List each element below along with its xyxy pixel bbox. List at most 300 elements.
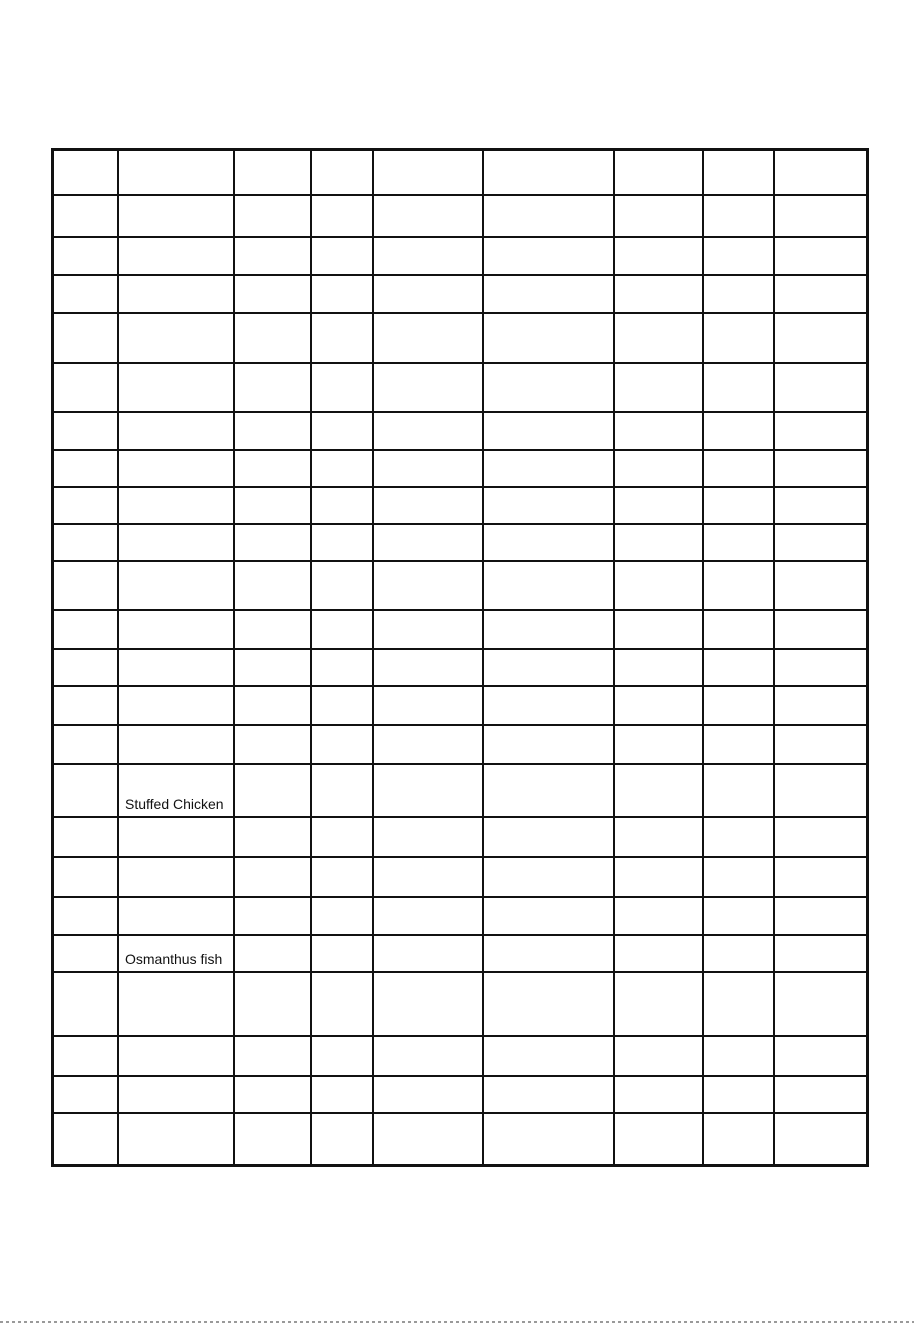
- table-cell: [54, 817, 118, 857]
- cell-text: [125, 1108, 233, 1112]
- table-cell: [54, 363, 118, 412]
- table-cell: [373, 151, 483, 195]
- cell-text: [621, 445, 702, 449]
- cell-text: [60, 232, 117, 236]
- table-cell: [118, 237, 234, 275]
- table-cell: [54, 412, 118, 450]
- table-cell: [234, 897, 311, 935]
- cell-text: [710, 407, 773, 411]
- cell-text: [710, 556, 773, 560]
- table-row: [54, 313, 866, 363]
- table-cell: [483, 817, 614, 857]
- cell-text: [490, 1161, 613, 1165]
- cell-text: [621, 556, 702, 560]
- cell-text: [781, 308, 866, 312]
- cell-text: [380, 358, 482, 362]
- table-row: [54, 764, 866, 817]
- cell-text: [621, 1108, 702, 1112]
- table-cell: [234, 275, 311, 313]
- cell-text: [781, 681, 866, 685]
- table-cell: [234, 972, 311, 1036]
- table-cell: [614, 857, 703, 897]
- table-cell: [311, 1076, 373, 1113]
- cell-text: [380, 681, 482, 685]
- table-cell: [703, 935, 774, 972]
- cell-text: [60, 482, 117, 486]
- table-cell: [483, 1076, 614, 1113]
- cell-text: [490, 1071, 613, 1075]
- table-cell: [234, 1076, 311, 1113]
- cell-text: [781, 1071, 866, 1075]
- table-cell: [311, 561, 373, 610]
- table-cell: [703, 649, 774, 686]
- cell-text: [710, 1161, 773, 1165]
- table-cell: [614, 610, 703, 649]
- table-cell: [54, 1036, 118, 1076]
- cell-text: [490, 1108, 613, 1112]
- table-cell: [234, 561, 311, 610]
- cell-text: [781, 407, 866, 411]
- cell-text: [380, 812, 482, 816]
- cell-text: [380, 270, 482, 274]
- cell-text: [125, 1071, 233, 1075]
- cell-text: [710, 812, 773, 816]
- cell-text: [710, 308, 773, 312]
- table-cell: [54, 1113, 118, 1165]
- table-cell: [614, 817, 703, 857]
- cell-text: [781, 232, 866, 236]
- cell-text: [60, 407, 117, 411]
- cell-text: [490, 759, 613, 763]
- table-cell: [483, 1036, 614, 1076]
- table-row: [54, 1076, 866, 1113]
- cell-text: [60, 1031, 117, 1035]
- table-cell: [234, 725, 311, 764]
- cell-text: [318, 681, 372, 685]
- table-cell: [703, 1076, 774, 1113]
- cell-text: [781, 482, 866, 486]
- cell-text: [318, 358, 372, 362]
- table-row: [54, 1113, 866, 1165]
- cell-text: [125, 892, 233, 896]
- cell-text: [710, 892, 773, 896]
- cell-text: [781, 519, 866, 523]
- cell-text: [241, 1031, 310, 1035]
- cell-text: [60, 190, 117, 194]
- table-cell: [483, 972, 614, 1036]
- cell-text: [241, 482, 310, 486]
- cell-text: [318, 644, 372, 648]
- cell-text: [621, 407, 702, 411]
- table-cell: [483, 237, 614, 275]
- cell-text: [781, 1031, 866, 1035]
- cell-text: [241, 556, 310, 560]
- table-cell: [311, 237, 373, 275]
- table-cell: [373, 725, 483, 764]
- cell-text: [621, 270, 702, 274]
- table-cell: [118, 610, 234, 649]
- cell-text: [125, 190, 233, 194]
- cell-text: [241, 358, 310, 362]
- cell-text: [318, 1108, 372, 1112]
- table-cell: [311, 725, 373, 764]
- table-body: [54, 151, 866, 1165]
- cell-text: [380, 232, 482, 236]
- cell-text: [60, 720, 117, 724]
- cell-text: [490, 358, 613, 362]
- cell-text: [490, 644, 613, 648]
- table-row: [54, 649, 866, 686]
- table-cell: [118, 935, 234, 972]
- cell-text: [380, 644, 482, 648]
- cell-text: [490, 892, 613, 896]
- table-cell: [614, 1036, 703, 1076]
- table-cell: [614, 412, 703, 450]
- cell-text: [241, 1071, 310, 1075]
- cell-text: [125, 407, 233, 411]
- cell-text: [710, 190, 773, 194]
- table-cell: [614, 649, 703, 686]
- cell-text: [490, 445, 613, 449]
- table-cell: [234, 151, 311, 195]
- cell-text: [318, 482, 372, 486]
- table-cell: [54, 275, 118, 313]
- cell-text: [621, 930, 702, 934]
- cell-text: [710, 358, 773, 362]
- cell-text: [710, 644, 773, 648]
- table-cell: [54, 195, 118, 237]
- table-cell: [118, 1076, 234, 1113]
- cell-text: [621, 852, 702, 856]
- table-cell: [373, 412, 483, 450]
- table-cell: [118, 1113, 234, 1165]
- cell-text: [621, 1031, 702, 1035]
- cell-text: [380, 308, 482, 312]
- table-cell: [311, 817, 373, 857]
- table-cell: [483, 649, 614, 686]
- cell-text: [125, 644, 233, 648]
- table-cell: [234, 195, 311, 237]
- table-cell: [373, 1113, 483, 1165]
- table-cell: [703, 487, 774, 524]
- table-cell: [311, 972, 373, 1036]
- cell-text: [621, 232, 702, 236]
- table-row: [54, 897, 866, 935]
- cell-text: [490, 967, 613, 971]
- table-row: [54, 151, 866, 195]
- cell-text: [241, 308, 310, 312]
- table-cell: [703, 1036, 774, 1076]
- table-cell: [373, 1036, 483, 1076]
- table-cell: [614, 897, 703, 935]
- table-cell: [54, 610, 118, 649]
- cell-text: [318, 892, 372, 896]
- table-cell: [373, 610, 483, 649]
- table-cell: [373, 450, 483, 487]
- table-cell: [483, 686, 614, 725]
- table-cell: [54, 450, 118, 487]
- cell-text: [710, 1031, 773, 1035]
- cell-text: [380, 759, 482, 763]
- table-cell: [483, 195, 614, 237]
- table-row: [54, 237, 866, 275]
- cell-text: [710, 519, 773, 523]
- cell-text: [781, 967, 866, 971]
- cell-text: [60, 445, 117, 449]
- cell-text: [318, 308, 372, 312]
- table-cell: [234, 857, 311, 897]
- cell-text: [490, 852, 613, 856]
- cell-text: [380, 1031, 482, 1035]
- table-cell: [774, 561, 866, 610]
- table-cell: [118, 972, 234, 1036]
- table-cell: [483, 897, 614, 935]
- table-cell: [234, 363, 311, 412]
- cell-text: [621, 967, 702, 971]
- table-cell: [774, 857, 866, 897]
- table-cell: [373, 195, 483, 237]
- cell-text: [318, 1161, 372, 1165]
- cell-text: [60, 759, 117, 763]
- table-row: [54, 487, 866, 524]
- cell-text: [781, 1108, 866, 1112]
- cell-text: [241, 644, 310, 648]
- cell-text: [125, 232, 233, 236]
- table-cell: [54, 313, 118, 363]
- table-cell: [774, 725, 866, 764]
- table-cell: [311, 649, 373, 686]
- table-cell: [234, 935, 311, 972]
- table-row: [54, 610, 866, 649]
- table-cell: [234, 649, 311, 686]
- table-cell: [118, 195, 234, 237]
- table-cell: [614, 935, 703, 972]
- table-cell: [311, 935, 373, 972]
- cell-text: [621, 190, 702, 194]
- cell-text: [241, 892, 310, 896]
- table-cell: [311, 412, 373, 450]
- table-cell: [118, 764, 234, 817]
- cell-text: [318, 270, 372, 274]
- cell-text: [490, 812, 613, 816]
- cell-text: [781, 759, 866, 763]
- cell-text: [60, 892, 117, 896]
- table-cell: [483, 764, 614, 817]
- cell-text: [125, 852, 233, 856]
- table-cell: [54, 151, 118, 195]
- table-cell: [54, 972, 118, 1036]
- cell-text: [380, 852, 482, 856]
- cell-text: [241, 1108, 310, 1112]
- cell-text: [710, 1071, 773, 1075]
- table-cell: [373, 561, 483, 610]
- cell-text: [318, 812, 372, 816]
- cell-text: [781, 605, 866, 609]
- cell-text: [490, 605, 613, 609]
- table-cell: [614, 524, 703, 561]
- table-cell: [774, 935, 866, 972]
- table-cell: [118, 649, 234, 686]
- table-row: [54, 817, 866, 857]
- table-cell: [703, 897, 774, 935]
- table-row: [54, 1036, 866, 1076]
- table-cell: [373, 972, 483, 1036]
- table-cell: [118, 450, 234, 487]
- table-cell: [614, 1076, 703, 1113]
- table-cell: [54, 857, 118, 897]
- table-cell: [483, 412, 614, 450]
- table-cell: [483, 313, 614, 363]
- table-cell: [373, 237, 483, 275]
- cell-text: [621, 519, 702, 523]
- cell-text: [318, 232, 372, 236]
- cell-text: [380, 967, 482, 971]
- cell-text: [241, 1161, 310, 1165]
- cell-text: [490, 270, 613, 274]
- table-cell: [118, 275, 234, 313]
- table-cell: [118, 487, 234, 524]
- table-cell: [311, 686, 373, 725]
- table-cell: [614, 363, 703, 412]
- table-cell: [614, 237, 703, 275]
- table-cell: [234, 764, 311, 817]
- cell-text: [380, 445, 482, 449]
- table-cell: [774, 764, 866, 817]
- cell-text: [318, 190, 372, 194]
- table-cell: [54, 487, 118, 524]
- cell-text: [621, 892, 702, 896]
- table-cell: [614, 686, 703, 725]
- cell-text: [60, 519, 117, 523]
- cell-text: [781, 445, 866, 449]
- table-cell: [774, 275, 866, 313]
- cell-text: [490, 407, 613, 411]
- cell-text: [241, 759, 310, 763]
- table-cell: [774, 237, 866, 275]
- table-row: [54, 725, 866, 764]
- cell-text: [781, 270, 866, 274]
- table-cell: [774, 195, 866, 237]
- table-cell: [774, 1076, 866, 1113]
- cell-text: [380, 407, 482, 411]
- cell-text: [60, 644, 117, 648]
- table-cell: [483, 725, 614, 764]
- cell-text: [490, 308, 613, 312]
- table-cell: [54, 524, 118, 561]
- cell-text: [125, 270, 233, 274]
- table-cell: [703, 817, 774, 857]
- table-cell: [703, 524, 774, 561]
- cell-text: [380, 1071, 482, 1075]
- table-cell: [373, 817, 483, 857]
- cell-text: [710, 232, 773, 236]
- table-cell: [614, 151, 703, 195]
- table-cell: [54, 764, 118, 817]
- cell-text: [125, 1161, 233, 1165]
- cell-text: [490, 482, 613, 486]
- cell-text: [318, 930, 372, 934]
- cell-text: [621, 812, 702, 816]
- cell-text: [380, 482, 482, 486]
- table-cell: [311, 313, 373, 363]
- table-cell: [703, 610, 774, 649]
- table-cell: [234, 1113, 311, 1165]
- cell-text: [241, 681, 310, 685]
- table-cell: [614, 725, 703, 764]
- table-cell: [311, 363, 373, 412]
- cell-text: [241, 232, 310, 236]
- table-cell: [54, 649, 118, 686]
- table-cell: [614, 195, 703, 237]
- table-row: [54, 412, 866, 450]
- table-cell: [774, 897, 866, 935]
- table-cell: [703, 561, 774, 610]
- cell-text: [318, 967, 372, 971]
- table-cell: [118, 1036, 234, 1076]
- table-cell: [54, 1076, 118, 1113]
- table-cell: [774, 649, 866, 686]
- table-row: [54, 195, 866, 237]
- table-cell: [118, 412, 234, 450]
- cell-text: [125, 482, 233, 486]
- table-cell: [118, 725, 234, 764]
- cell-text: [125, 605, 233, 609]
- table-cell: [118, 561, 234, 610]
- cell-text: [490, 720, 613, 724]
- cell-text: [60, 270, 117, 274]
- cell-text: [380, 1161, 482, 1165]
- table-cell: [703, 1113, 774, 1165]
- cell-text: [781, 190, 866, 194]
- table-cell: [118, 524, 234, 561]
- table-cell: [373, 935, 483, 972]
- table-cell: [311, 195, 373, 237]
- table-cell: [614, 275, 703, 313]
- table-cell: [774, 972, 866, 1036]
- table-cell: [118, 151, 234, 195]
- table-row: [54, 561, 866, 610]
- table-cell: [703, 275, 774, 313]
- cell-text: [380, 519, 482, 523]
- table-cell: [774, 151, 866, 195]
- table-cell: [483, 935, 614, 972]
- table-cell: [483, 487, 614, 524]
- cell-text: [710, 482, 773, 486]
- table-cell: [614, 972, 703, 1036]
- cell-text: [125, 519, 233, 523]
- table-cell: [483, 610, 614, 649]
- cell-text: [710, 759, 773, 763]
- table-cell: [774, 817, 866, 857]
- cell-text: [781, 720, 866, 724]
- cell-text: [60, 967, 117, 971]
- table-cell: [774, 1036, 866, 1076]
- table-cell: [703, 195, 774, 237]
- table-cell: [703, 363, 774, 412]
- table-cell: [703, 237, 774, 275]
- table-cell: [234, 610, 311, 649]
- table-cell: [774, 1113, 866, 1165]
- cell-text: [60, 1161, 117, 1165]
- cell-text: [380, 556, 482, 560]
- table-cell: [774, 610, 866, 649]
- cell-text: [380, 720, 482, 724]
- table-row: [54, 686, 866, 725]
- table-cell: [311, 610, 373, 649]
- table-cell: [373, 764, 483, 817]
- cell-text: [380, 605, 482, 609]
- footer-dotted-rule: [0, 1321, 914, 1323]
